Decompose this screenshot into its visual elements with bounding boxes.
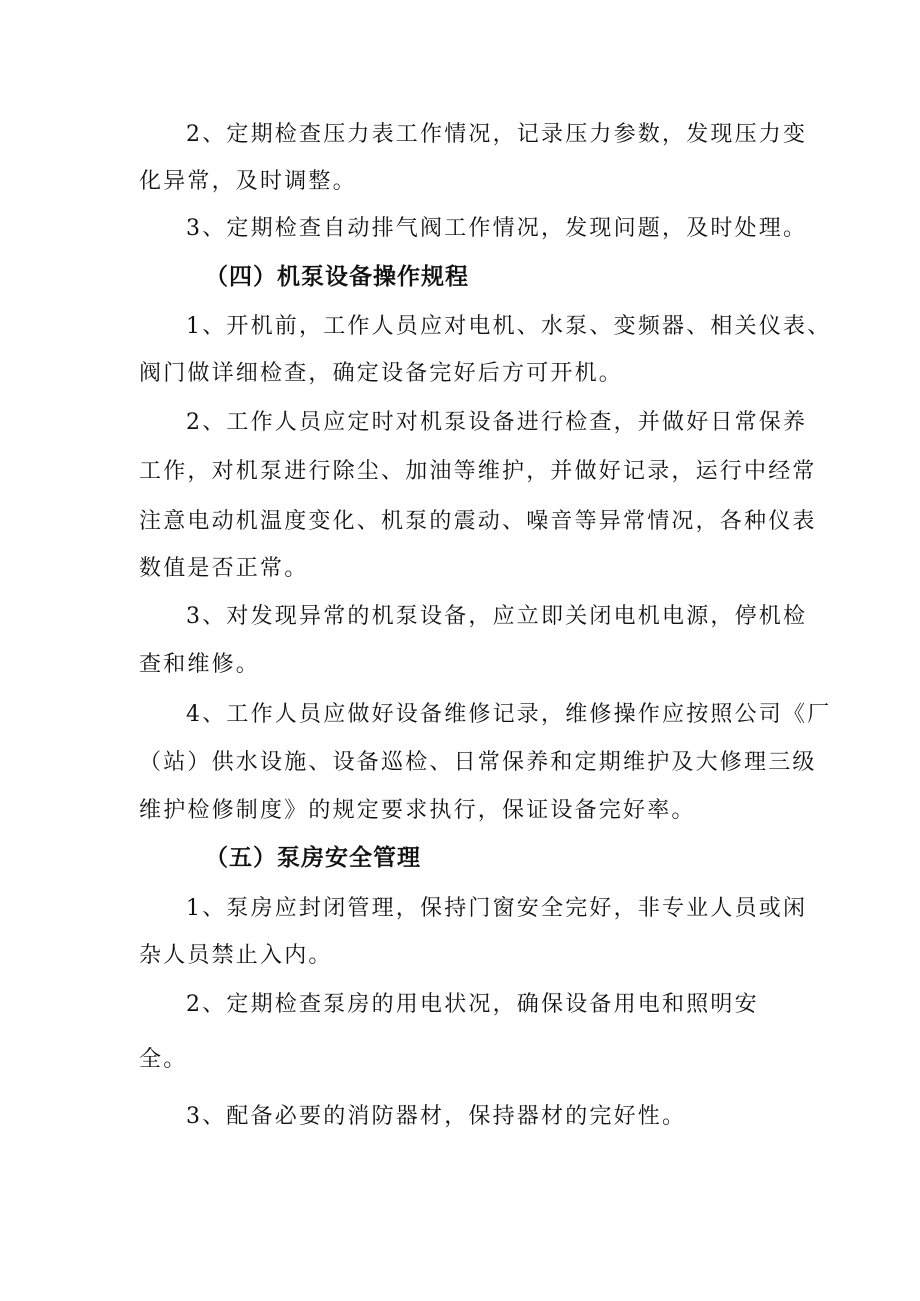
paragraph-line: 化异常，及时调整。 [139, 169, 357, 194]
paragraph-line: （站）供水设施、设备巡检、日常保养和定期维护及大修理三级 [139, 750, 817, 775]
paragraph-line: 注意电动机温度变化、机泵的震动、噪音等异常情况，各种仪表 [139, 509, 817, 534]
paragraph-line: 3、定期检查自动排气阀工作情况，发现问题，及时处理。 [186, 216, 808, 241]
section-heading-4: （四）机泵设备操作规程 [205, 264, 469, 290]
paragraph-line: 阀门做详细检查，确定设备完好后方可开机。 [139, 361, 624, 386]
paragraph-line: 3、对发现异常的机泵设备，应立即关闭电机电源，停机检 [186, 604, 808, 629]
section-heading-5: （五）泵房安全管理 [205, 845, 421, 871]
paragraph-line: 3、配备必要的消防器材，保持器材的完好性。 [186, 1104, 687, 1129]
paragraph-line: 2、定期检查泵房的用电状况，确保设备用电和照明安 [186, 992, 759, 1017]
paragraph-line: 1、开机前，工作人员应对电机、水泵、变频器、相关仪表、 [186, 314, 832, 339]
paragraph-line: 2、定期检查压力表工作情况，记录压力参数，发现压力变 [186, 122, 808, 147]
paragraph-line: 1、泵房应封闭管理，保持门窗安全完好，非专业人员或闲 [186, 896, 808, 921]
paragraph-line: 数值是否正常。 [139, 556, 309, 581]
paragraph-line: 4、工作人员应做好设备维修记录，维修操作应按照公司《厂 [186, 702, 832, 727]
paragraph-line: 查和维修。 [139, 652, 261, 677]
paragraph-line: 全。 [139, 1047, 188, 1072]
paragraph-line: 维护检修制度》的规定要求执行，保证设备完好率。 [139, 798, 696, 823]
paragraph-line: 2、工作人员应定时对机泵设备进行检查，并做好日常保养 [186, 410, 808, 435]
paragraph-line: 杂人员禁止入内。 [139, 943, 333, 968]
paragraph-line: 工作，对机泵进行除尘、加油等维护，并做好记录，运行中经常 [139, 459, 817, 484]
